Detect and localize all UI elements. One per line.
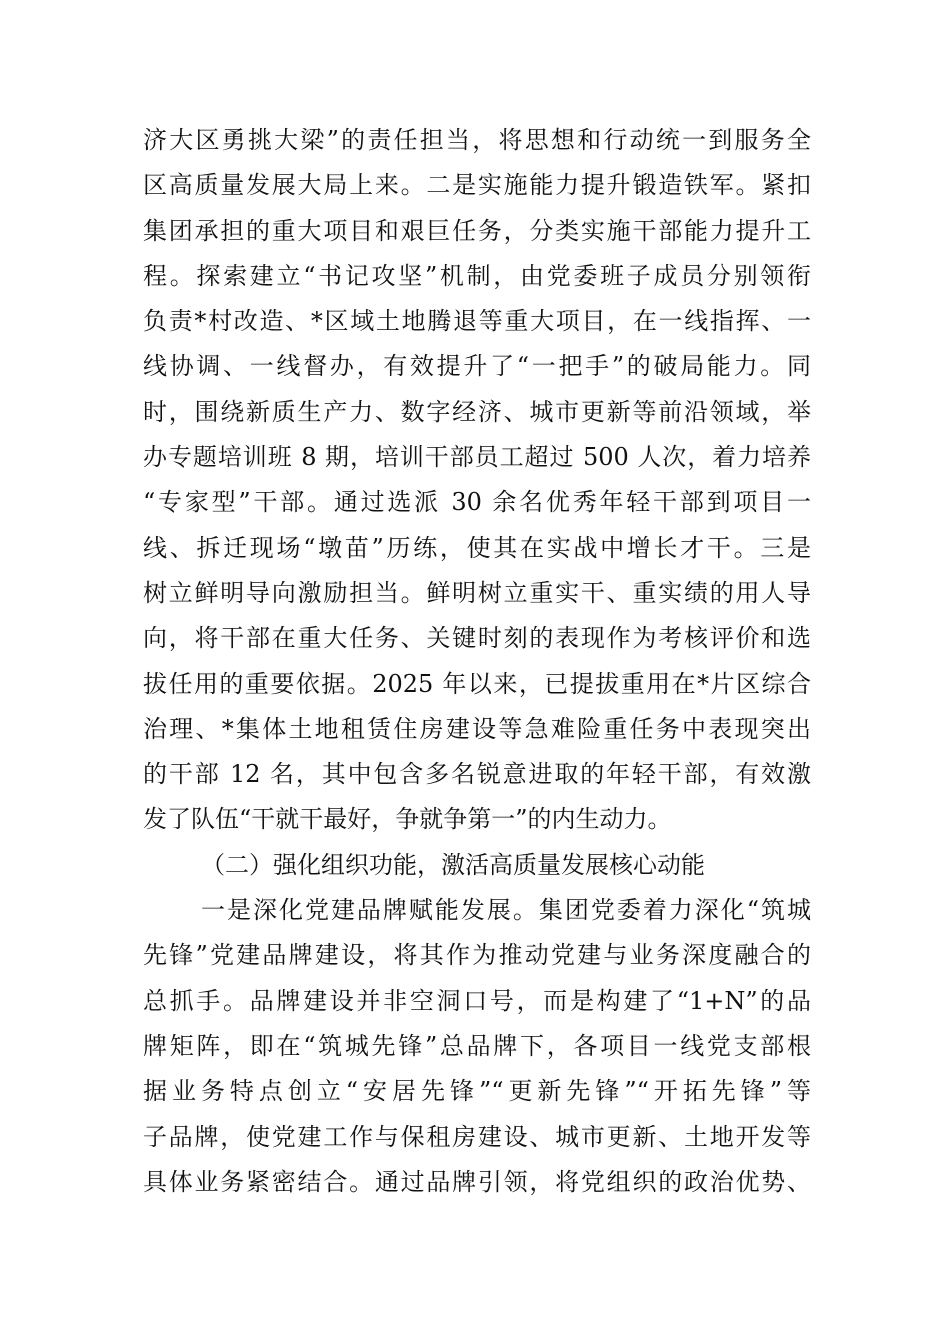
text-line: 树立鲜明导向激励担当。鲜明树立重实干、重实绩的用人导 <box>143 578 811 607</box>
text-line: 发了队伍“干就干最好，争就争第一”的内生动力。 <box>143 805 672 834</box>
text-line: 具体业务紧密结合。通过品牌引领，将党组织的政治优势、 <box>143 1167 811 1196</box>
text-line: 拔任用的重要依据。2025 年以来，已提拔重用在*片区综合 <box>143 669 811 698</box>
text-line: 据业务特点创立“安居先锋”“更新先锋”“开拓先锋”等 <box>143 1077 811 1106</box>
text-line: 办专题培训班 8 期，培训干部员工超过 500 人次，着力培养 <box>143 443 811 472</box>
text-line: “专家型”干部。通过选派 30 余名优秀年轻干部到项目一 <box>143 488 811 517</box>
text-line: 牌矩阵，即在“筑城先锋”总品牌下，各项目一线党支部根 <box>143 1031 811 1060</box>
text-line: 的干部 12 名，其中包含多名锐意进取的年轻干部，有效激 <box>143 760 811 789</box>
text-line: 子品牌，使党建工作与保租房建设、城市更新、土地开发等 <box>143 1122 811 1151</box>
text-line: 程。探索建立“书记攻坚”机制，由党委班子成员分别领衔 <box>143 261 811 290</box>
text-line: 先锋”党建品牌建设，将其作为推动党建与业务深度融合的 <box>143 941 811 970</box>
text-line: 治理、*集体土地租赁住房建设等急难险重任务中表现突出 <box>143 714 811 743</box>
text-line: 济大区勇挑大梁”的责任担当，将思想和行动统一到服务全 <box>143 126 811 154</box>
text-line: 线协调、一线督办，有效提升了“一把手”的破局能力。同 <box>143 352 811 381</box>
text-line: 线、拆迁现场“墩苗”历练，使其在实战中增长才干。三是 <box>143 533 811 562</box>
text-line: 向，将干部在重大任务、关键时刻的表现作为考核评价和选 <box>143 624 811 653</box>
body-text <box>143 118 811 1205</box>
text-line: 一是深化党建品牌赋能发展。集团党委着力深化“筑城 <box>201 896 811 925</box>
text-line: 负责*村改造、*区域土地腾退等重大项目，在一线指挥、一 <box>143 307 811 336</box>
text-line: 总抓手。品牌建设并非空洞口号，而是构建了“1+N”的品 <box>143 986 811 1015</box>
text-line: 区高质量发展大局上来。二是实施能力提升锻造铁军。紧扣 <box>143 171 811 200</box>
section-heading: （二）强化组织功能，激活高质量发展核心动能 <box>201 850 705 879</box>
text-line: 时，围绕新质生产力、数字经济、城市更新等前沿领域，举 <box>143 397 811 426</box>
text-line: 集团承担的重大项目和艰巨任务，分类实施干部能力提升工 <box>143 216 811 245</box>
